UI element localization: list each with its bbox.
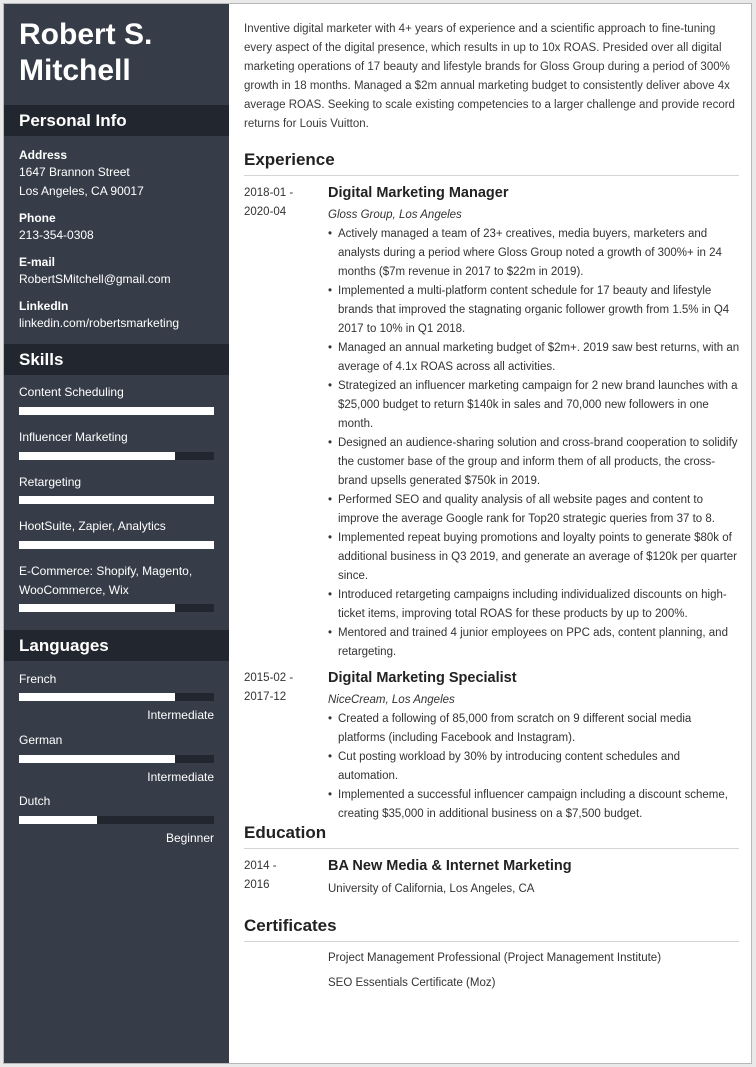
main-content [229,4,752,1063]
certificates-heading: Certificates [244,915,739,942]
email-value: RobertSMitchell@gmail.com [19,272,171,286]
phone-value: 213-354-0308 [19,228,94,242]
job-bullet: • Introduced retargeting campaigns including individualized discounts on high-ticket items, improving total ROAS for these products by up to 200%. [328,586,740,624]
language-bar [19,816,214,824]
job-bullet: • Implemented a successful influencer campaign including a discount scheme, creating $35,000 in additional business on a $7,500 budget. [328,786,740,824]
education-degree: BA New Media & Internet Marketing [328,858,572,874]
job-bullet: • Designed an audience-sharing solution and cross-brand cooperation to solidify the customer base of the group and inform them of all products, the cross-brand upsells generated $750k in 2019. [328,434,740,491]
job-bullet: • Implemented a multi-platform content schedule for 17 beauty and lifestyle brands that improved the stagnating organic follower growth from 1.5% in Q4 2017 to 10% in Q1 2018. [328,282,740,339]
job-company: NiceCream, Los Angeles [328,694,455,706]
skill-bar-fill [19,496,214,504]
job-bullet: • Performed SEO and quality analysis of all website pages and content to improve the average Google rank for Top20 strategic queries from 37 to 8. [328,491,740,529]
language-bar [19,693,214,701]
language-bar [19,755,214,763]
job-bullet: • Strategized an influencer marketing campaign for 2 new brand launches with a $25,000 budget to return $140k in sales and 70,000 new followers in one month. [328,377,740,434]
job-bullet: • Actively managed a team of 23+ creatives, media buyers, marketers and analysts during a period where Gloss Group noted a growth of 300%+ in 24 months ($7m revenue in 2017 to $22m in 2019). [328,225,740,282]
education-date-end: 2016 [244,879,270,891]
address-label: Address [19,148,68,162]
language-level: Intermediate [147,770,214,784]
job-bullets [328,225,740,662]
certificate-item: Project Management Professional (Project Management Institute) [328,952,662,964]
education-date-start: 2014 - [244,860,277,872]
skill-bar [19,452,214,460]
job-bullet: • Cut posting workload by 30% by introducing content schedules and automation. [328,748,740,786]
email-label: E-mail [19,255,56,269]
job-title: Digital Marketing Manager [328,185,509,201]
education-heading: Education [244,822,739,849]
skill-bar-fill [19,604,175,612]
certificate-item: SEO Essentials Certificate (Moz) [328,977,496,989]
language-label: German [19,733,63,747]
language-label: Dutch [19,794,51,808]
sidebar [4,4,229,1063]
language-bar-fill [19,755,175,763]
job-bullet: • Managed an annual marketing budget of $2m+. 2019 saw best returns, with an average of 4.1x ROAS across all activities. [328,339,740,377]
skill-bar [19,407,214,415]
skill-bar [19,496,214,504]
experience-heading: Experience [244,149,739,176]
summary-paragraph: Inventive digital marketer with 4+ years of experience and a scientific approach to fine-tuning every aspect of the digital presence, which results in up to 10x ROAS. Presided over all digital marketing operations of 17 beauty and lifestyle brands for Gloss Group during a period of 300% growth in 18 months. Managed a $2m annual marketing budget to consistently deliver above 4x average ROAS. Seeking to scale existing competencies to a larger challenge and provide record returns for Louis Vuitton. [244,23,735,130]
job-date-end: 2017-12 [244,691,287,703]
language-label: French [19,672,57,686]
phone-label: Phone [19,211,56,225]
skill-label: Influencer Marketing [19,430,128,444]
skill-label: HootSuite, Zapier, Analytics [19,519,166,533]
education-school: University of California, Los Angeles, CA [328,883,535,895]
job-date-start: 2018-01 - [244,187,294,199]
skill-label: Retargeting [19,475,82,489]
skill-bar [19,541,214,549]
job-company: Gloss Group, Los Angeles [328,209,462,221]
job-date-end: 2020-04 [244,206,287,218]
skill-bar-fill [19,452,175,460]
job-bullet: • Implemented repeat buying promotions and loyalty points to generate $80k of additional business in Q3 2019, and generate an average of $120k per quarter since. [328,529,740,586]
skill-bar-fill [19,541,214,549]
job-bullet: • Mentored and trained 4 junior employees on PPC ads, content planning, and retargeting. [328,624,740,662]
address-line-1: 1647 Brannon Street [19,165,130,179]
languages-heading: Languages [4,630,229,661]
linkedin-value: linkedin.com/robertsmarketing [19,316,180,330]
personal-info-heading: Personal Info [4,105,229,136]
job-title: Digital Marketing Specialist [328,670,517,686]
language-bar-fill [19,816,97,824]
candidate-name: Robert S. Mitchell [19,18,153,87]
skill-bar-fill [19,407,214,415]
job-date-start: 2015-02 - [244,672,294,684]
skill-label: Content Scheduling [19,385,124,399]
language-level: Intermediate [147,708,214,722]
address-line-2: Los Angeles, CA 90017 [19,184,144,198]
language-level: Beginner [165,831,214,845]
skill-label: E-Commerce: Shopify, Magento, WooCommerce, Wix [19,564,193,597]
skill-bar [19,604,214,612]
skills-heading: Skills [4,344,229,375]
language-bar-fill [19,693,175,701]
job-bullet: • Created a following of 85,000 from scratch on 9 different social media platforms (including Facebook and Instagram). [328,710,740,748]
resume-page [3,3,752,1064]
job-bullets [328,710,740,824]
linkedin-label: LinkedIn [19,299,69,313]
